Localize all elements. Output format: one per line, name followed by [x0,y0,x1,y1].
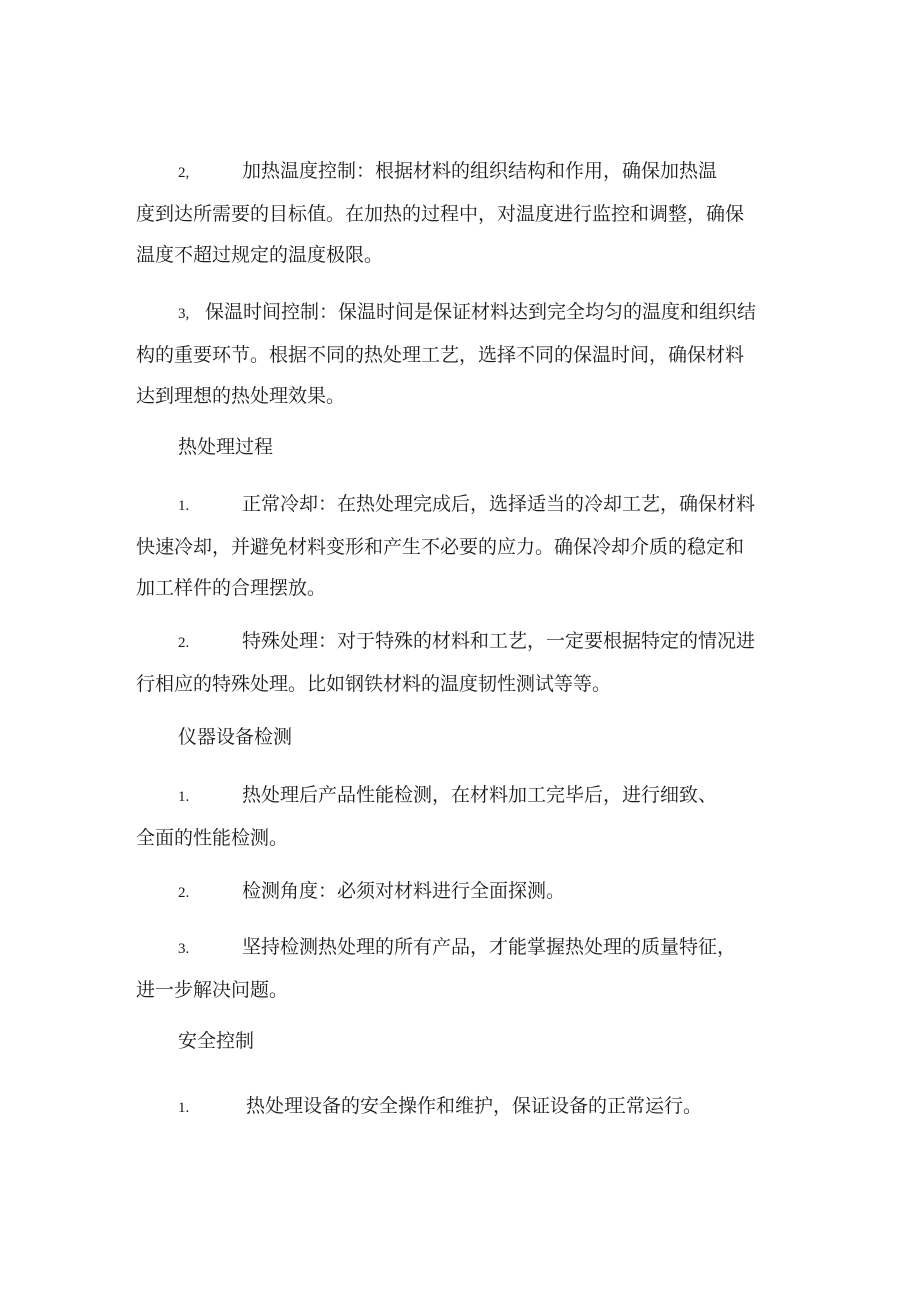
section-heading-process: 热处理过程 [178,436,274,458]
paragraph-line [136,151,796,194]
item-number: 1. [178,498,190,514]
paragraph-line: 全面的性能检测。 [136,827,289,849]
paragraph-text: 保温时间控制：保温时间是保证材料达到完全均匀的温度和组织结 [205,301,757,323]
paragraph-line: 温度不超过规定的温度极限。 [136,244,384,266]
paragraph-line [136,484,796,527]
list-item [136,927,796,1011]
paragraph-line [136,1086,796,1129]
item-number: 3, [178,306,190,322]
paragraph-text: 特殊处理：对于特殊的材料和工艺，一定要根据特定的情况进 [242,630,756,652]
item-number: 1. [178,1100,190,1116]
item-number: 3. [178,941,190,957]
item-number: 2. [178,635,190,651]
list-item [136,484,796,609]
item-number: 2, [178,165,190,181]
paragraph-holding-time [136,292,796,417]
section-heading-safety: 安全控制 [178,1030,255,1052]
paragraph-line [136,621,796,664]
paragraph-line [136,292,796,335]
paragraph-text: 加热温度控制：根据材料的组织结构和作用，确保加热温 [242,160,718,182]
list-item [136,871,796,914]
paragraph-line [136,871,796,914]
paragraph-text: 热处理设备的安全操作和维护，保证设备的正常运行。 [246,1095,703,1117]
paragraph-line: 进一步解决问题。 [136,979,289,1001]
paragraph-line: 加工样件的合理摆放。 [136,577,327,599]
paragraph-text: 热处理后产品性能检测，在材料加工完毕后，进行细致、 [242,784,718,806]
paragraph-text: 正常冷却：在热处理完成后，选择适当的冷却工艺，确保材料 [242,493,756,515]
paragraph-line: 快速冷却，并避免材料变形和产生不必要的应力。确保冷却介质的稳定和 [136,536,745,558]
paragraph-text: 检测角度：必须对材料进行全面探测。 [242,880,566,902]
list-item [136,775,796,859]
section-heading-inspection: 仪器设备检测 [178,726,293,748]
paragraph-line [136,927,796,970]
item-number: 2. [178,885,190,901]
paragraph-line [136,775,796,818]
list-item [136,621,796,705]
item-number: 1. [178,789,190,805]
list-item [136,1086,796,1129]
paragraph-line: 行相应的特殊处理。比如钢铁材料的温度韧性测试等等。 [136,673,612,695]
paragraph-line: 度到达所需要的目标值。在加热的过程中，对温度进行监控和调整，确保 [136,203,745,225]
paragraph-text: 坚持检测热处理的所有产品，才能掌握热处理的质量特征， [242,936,737,958]
paragraph-temperature-control [136,151,796,276]
paragraph-line: 构的重要环节。根据不同的热处理工艺，选择不同的保温时间，确保材料 [136,344,745,366]
paragraph-line: 达到理想的热处理效果。 [136,385,346,407]
